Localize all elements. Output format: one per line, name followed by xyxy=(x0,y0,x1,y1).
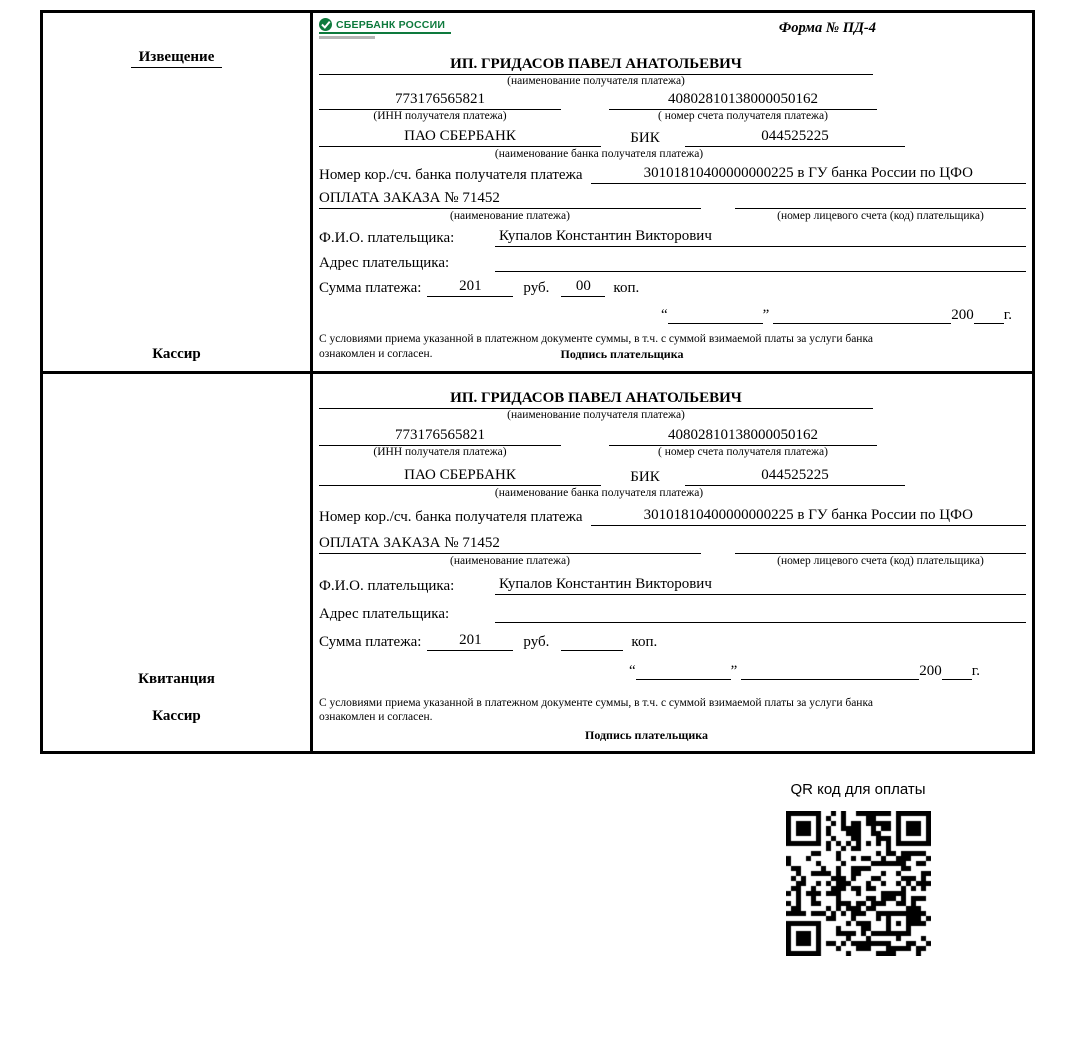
purpose-row xyxy=(319,190,1026,209)
purpose-captions-row xyxy=(319,555,1026,567)
account-value: 40802810138000050162 xyxy=(609,427,877,446)
sberbank-logo-top xyxy=(319,18,451,31)
receipt-main-column xyxy=(313,374,1032,752)
bik-value: 044525225 xyxy=(685,128,905,147)
date-day-blank xyxy=(668,305,763,324)
inn-account-row xyxy=(319,91,1026,122)
purpose-captions-row xyxy=(319,210,1026,222)
payer-name-label: Ф.И.О. плательщика: xyxy=(319,577,455,594)
corr-row xyxy=(319,507,1026,526)
notice-section xyxy=(43,13,1032,371)
amount-kop-blank xyxy=(561,632,623,651)
bank-caption: (наименование банка получателя платежа) xyxy=(494,148,704,160)
date-quote-close: ” xyxy=(762,307,770,323)
notice-header-row xyxy=(319,18,1026,56)
personal-account-blank xyxy=(735,190,1026,209)
date-row xyxy=(319,305,1026,324)
qr-block xyxy=(783,781,933,956)
recipient-name: ИП. ГРИДАСОВ ПАВЕЛ АНАТОЛЬЕВИЧ xyxy=(319,390,873,409)
qr-label: QR код для оплаты xyxy=(790,781,926,798)
notice-cashier-label: Кассир xyxy=(152,345,201,362)
bank-name: ПАО СБЕРБАНК xyxy=(319,128,601,147)
payer-address-label: Адрес плательщика: xyxy=(319,605,450,622)
bank-row xyxy=(319,128,1026,147)
payer-address-row xyxy=(319,604,1026,623)
account-caption: ( номер счета получателя платежа) xyxy=(658,110,828,122)
purpose-caption: (наименование платежа) xyxy=(450,210,570,222)
payer-address-blank xyxy=(495,604,1026,623)
form-table xyxy=(40,10,1035,754)
signature-label: Подпись плательщика xyxy=(560,346,684,361)
bik-label: БИК xyxy=(630,130,660,146)
date-year-suffix: г. xyxy=(1003,307,1012,323)
terms-line2: ознакомлен и согласен. xyxy=(319,711,433,724)
bank-name: ПАО СБЕРБАНК xyxy=(319,467,601,486)
date-year-suffix: г. xyxy=(971,662,980,679)
bank-row xyxy=(319,467,1026,486)
recipient-name: ИП. ГРИДАСОВ ПАВЕЛ АНАТОЛЬЕВИЧ xyxy=(319,56,873,75)
notice-label: Извещение xyxy=(131,49,223,68)
kop-label: коп. xyxy=(631,633,658,650)
personal-account-caption: (номер лицевого счета (код) плательщика) xyxy=(777,554,984,567)
notice-side-column xyxy=(43,13,313,371)
purpose-value: ОПЛАТА ЗАКАЗА № 71452 xyxy=(319,190,701,209)
terms-line1: С условиями приема указанной в платежном документе суммы, в т.ч. с суммой взимаемой платы за услуги банка xyxy=(319,333,873,345)
receipt-label: Квитанция xyxy=(138,671,215,688)
account-value: 40802810138000050162 xyxy=(609,91,877,110)
payer-name-value: Купалов Константин Викторович xyxy=(495,576,1026,595)
recipient-caption: (наименование получателя платежа) xyxy=(507,408,685,421)
date-year-blank xyxy=(942,661,972,680)
terms-block xyxy=(319,332,974,363)
inn-column xyxy=(319,427,561,458)
amount-row xyxy=(319,632,1026,651)
personal-account-caption: (номер лицевого счета (код) плательщика) xyxy=(777,210,984,222)
sberbank-logo-text: СБЕРБАНК РОССИИ xyxy=(336,18,446,31)
date-year-prefix: 200 xyxy=(951,307,974,323)
payment-form-document xyxy=(40,10,1035,754)
sberbank-logo-rule xyxy=(319,32,451,34)
date-quote-open: “ xyxy=(660,307,668,323)
signature-label: Подпись плательщика xyxy=(585,728,708,743)
recipient-caption: (наименование получателя платежа) xyxy=(507,75,685,87)
personal-account-blank xyxy=(735,535,1026,554)
inn-value: 773176565821 xyxy=(319,427,561,446)
inn-caption: (ИНН получателя платежа) xyxy=(373,110,507,122)
date-row xyxy=(319,661,1026,680)
corr-label: Номер кор./сч. банка получателя платежа xyxy=(319,167,583,183)
date-year-prefix: 200 xyxy=(919,662,942,679)
rub-label: руб. xyxy=(523,633,550,650)
form-number: Форма № ПД-4 xyxy=(778,20,876,36)
corr-row xyxy=(319,165,1026,184)
sberbank-logo-icon xyxy=(319,18,332,31)
receipt-cashier-label: Кассир xyxy=(152,708,201,725)
amount-label: Сумма платежа: xyxy=(319,633,422,650)
bik-value: 044525225 xyxy=(685,467,905,486)
bik-label: БИК xyxy=(630,468,660,485)
receipt-side-column xyxy=(43,374,313,752)
terms-line2: ознакомлен и согласен. xyxy=(319,347,433,360)
amount-kop-value: 00 xyxy=(561,278,605,297)
amount-rub-value: 201 xyxy=(427,632,513,651)
account-column xyxy=(609,427,877,458)
payer-name-label: Ф.И.О. плательщика: xyxy=(319,230,455,246)
date-quote-open: “ xyxy=(628,662,636,679)
payer-address-blank xyxy=(495,253,1026,272)
qr-code xyxy=(786,811,931,956)
sberbank-logo xyxy=(319,18,451,39)
payer-address-row xyxy=(319,253,1026,272)
amount-row xyxy=(319,278,1026,297)
terms-line1: С условиями приема указанной в платежном документе суммы, в т.ч. с суммой взимаемой платы за услуги банка xyxy=(319,696,873,709)
payer-address-label: Адрес плательщика: xyxy=(319,255,450,271)
purpose-value: ОПЛАТА ЗАКАЗА № 71452 xyxy=(319,535,701,554)
amount-label: Сумма платежа: xyxy=(319,280,422,296)
date-quote-close: ” xyxy=(730,662,738,679)
account-column xyxy=(609,91,877,122)
account-caption: ( номер счета получателя платежа) xyxy=(658,445,828,458)
date-month-blank xyxy=(773,305,951,324)
inn-account-row xyxy=(319,427,1026,458)
inn-caption: (ИНН получателя платежа) xyxy=(373,445,507,458)
inn-value: 773176565821 xyxy=(319,91,561,110)
bank-caption: (наименование банка получателя платежа) xyxy=(494,486,704,499)
payer-name-row xyxy=(319,576,1026,595)
corr-label: Номер кор./сч. банка получателя платежа xyxy=(319,508,583,525)
payer-name-row xyxy=(319,228,1026,247)
terms-line2-row xyxy=(319,347,974,363)
date-year-blank xyxy=(974,305,1004,324)
date-month-blank xyxy=(741,661,919,680)
purpose-caption: (наименование платежа) xyxy=(450,554,570,567)
notice-main-column xyxy=(313,13,1032,371)
corr-value: 30101810400000000225 в ГУ банка России по ЦФО xyxy=(591,165,1026,184)
receipt-section xyxy=(43,371,1032,752)
purpose-row xyxy=(319,535,1026,554)
date-day-blank xyxy=(636,661,731,680)
rub-label: руб. xyxy=(523,280,550,296)
amount-rub-value: 201 xyxy=(427,278,513,297)
terms-block xyxy=(319,696,974,726)
corr-value: 30101810400000000225 в ГУ банка России по ЦФО xyxy=(591,507,1026,526)
inn-column xyxy=(319,91,561,122)
payer-name-value: Купалов Константин Викторович xyxy=(495,228,1026,247)
kop-label: коп. xyxy=(613,280,640,296)
sberbank-logo-subtext xyxy=(319,36,375,39)
